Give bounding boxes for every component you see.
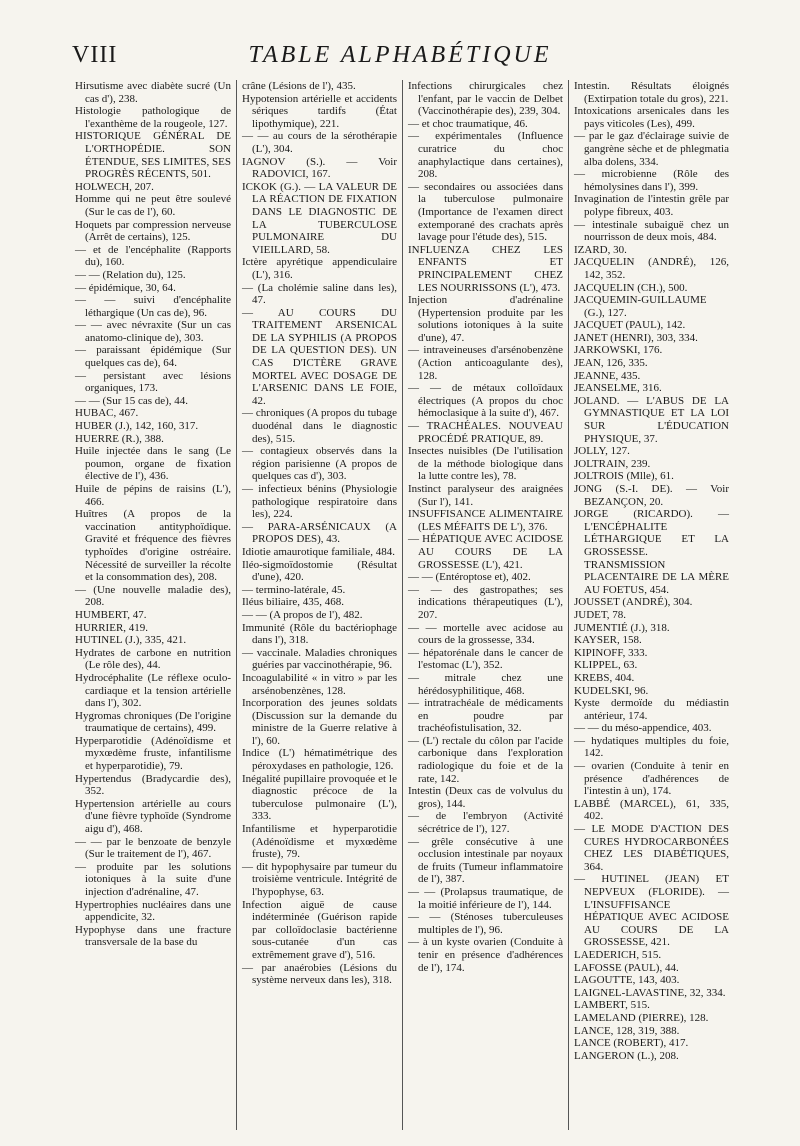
index-entry: LAEDERICH, 515. — [574, 948, 662, 961]
index-entry: Hoquets par compression nerveuse (Arrêt de certains), 125. — [75, 218, 231, 244]
index-entry: — vaccinale. Maladies chroniques guéries par vaccinothérapie, 96. — [242, 646, 397, 672]
index-entry: Intoxications arsenicales dans les pays viticoles (Les), 499. — [574, 105, 729, 130]
index-entry: Incoagulabilité « in vitro » par les arsénobenzènes, 128. — [242, 671, 397, 697]
index-entry: Kyste dermoïde du médiastin antérieur, 174. — [574, 697, 729, 722]
index-entry: INSUFFISANCE ALIMENTAIRE (LES MÉFAITS DE L'), 376. — [408, 508, 563, 533]
index-entry: — — mortelle avec acidose au cours de la grossesse, 334. — [408, 621, 563, 647]
index-entry: LAMBERT, 515. — [574, 999, 650, 1012]
index-entry: — mitrale chez une hérédosyphilitique, 468. — [408, 671, 563, 697]
index-entry: — infectieux bénins (Physiologie pathologique respiratoire dans les), 224. — [242, 483, 397, 521]
index-entry: Hydrocéphalite (Le réflexe oculo-cardiaque et la tension artérielle dans l'), 302. — [75, 671, 231, 710]
index-entry: LAMELAND (PIERRE), 128. — [574, 1011, 709, 1024]
index-entry: — LE MODE D'ACTION DES CURES HYDROCARBONÉES CHEZ LES DIABÉTIQUES, 364. — [574, 823, 729, 873]
index-entry: JACQUELIN (CH.), 500. — [574, 281, 688, 294]
index-entry: Incorporation des jeunes soldats (Discussion sur la demande du ministre de la Guerre relative à l'), 60. — [242, 697, 397, 747]
index-entry: — — du méso-appendice, 403. — [574, 722, 712, 735]
index-column-1 — [70, 80, 236, 1130]
index-entry: — ovarien (Conduite à tenir en présence d'adhérences de l'intestin à un), 174. — [574, 760, 729, 798]
index-columns — [70, 80, 736, 1130]
index-entry: HUERRE (R.), 388. — [75, 432, 164, 445]
index-entry: — — (A propos de l'), 482. — [242, 608, 363, 621]
index-entry: JOLAND. — L'ABUS DE LA GYMNASTIQUE ET LA LOI SUR L'ÉDUCATION PHYSIQUE, 37. — [574, 394, 729, 445]
index-entry: KAYSER, 158. — [574, 634, 642, 647]
index-entry: — épidémique, 30, 64. — [75, 281, 176, 294]
index-entry: JANET (HENRI), 303, 334. — [574, 331, 698, 344]
index-entry: — et choc traumatique, 46. — [408, 117, 528, 130]
index-entry: — expérimentales (Influence curatrice du choc anaphylactique dans certaines), 208. — [408, 130, 563, 181]
index-entry: Indice (L') hématimétrique des péroxydases en pathologie, 126. — [242, 747, 397, 773]
index-entry: Intestin. Résultats éloignés (Extirpation totale du gros), 221. — [574, 80, 729, 105]
index-entry: JEANNE, 435. — [574, 369, 641, 382]
index-entry: HOLWECH, 207. — [75, 180, 154, 193]
index-entry: — par le gaz d'éclairage suivie de gangrène sèche et de phlegmatia alba dolens, 334. — [574, 130, 729, 168]
index-entry: — intraveineuses d'arsénobenzène (Action anticoagulante des), 128. — [408, 344, 563, 382]
index-entry: Infantilisme et hyperparotidie (Adénoïdisme et myxœdème fruste), 79. — [242, 823, 397, 861]
index-entry: Huile de pépins de raisins (L'), 466. — [75, 483, 231, 508]
index-entry: — contagieux observés dans la région parisienne (A propos de quelques cas d'), 303. — [242, 445, 397, 483]
index-entry: — à un kyste ovarien (Conduite à tenir en présence d'adhérences de l'), 174. — [408, 936, 563, 974]
index-entry: — microbienne (Rôle des hémolysines dans l'), 399. — [574, 168, 729, 193]
index-entry: IZARD, 30. — [574, 243, 627, 256]
index-column-3 — [402, 80, 568, 1130]
index-entry: Hypophyse dans une fracture transversale de la base du — [75, 923, 231, 949]
index-entry: ICKOK (G.). — LA VALEUR DE LA RÉACTION DE FIXATION DANS LE DIAGNOSTIC DE LA TUBERCULOSE PULMONAIRE DU VIEILLARD, 58. — [242, 180, 397, 256]
index-entry: Immunité (Rôle du bactériophage dans l'), 318. — [242, 621, 397, 647]
index-entry: JACQUELIN (ANDRÉ), 126, 142, 352. — [574, 256, 729, 281]
index-entry: — (Une nouvelle maladie des), 208. — [75, 583, 231, 609]
index-entry: INFLUENZA CHEZ LES ENFANTS ET PRINCIPALEMENT CHEZ LES NOURRISSONS (L'), 473. — [408, 243, 563, 294]
index-entry: Infections chirurgicales chez l'enfant, par le vaccin de Delbet (Vaccinothérapie des), 239, 304. — [408, 80, 563, 118]
index-entry: Homme qui ne peut être soulevé (Sur le cas de l'), 60. — [75, 193, 231, 218]
index-entry: — (La cholémie saline dans les), 47. — [242, 281, 397, 307]
index-entry: — TRACHÉALES. NOUVEAU PROCÉDÉ PRATIQUE, 89. — [408, 420, 563, 445]
index-entry: Hypertendus (Bradycardie des), 352. — [75, 772, 231, 798]
index-entry: — HÉPATIQUE AVEC ACIDOSE AU COURS DE LA GROSSESSE (L'), 421. — [408, 533, 563, 571]
index-entry: JARKOWSKI, 176. — [574, 344, 663, 357]
index-entry: — hépatorénale dans le cancer de l'estomac (L'), 352. — [408, 646, 563, 672]
index-entry: Hydrates de carbone en nutrition (Le rôle des), 44. — [75, 646, 231, 672]
index-entry: — — (Sur 15 cas de), 44. — [75, 394, 189, 407]
index-entry: — HUTINEL (JEAN) ET NEPVEUX (FLORIDE). — L'INSUFFISANCE HÉPATIQUE AVEC ACIDOSE AU COURS DE LA GROSSESSE, 421. — [574, 873, 729, 949]
index-entry: JEANSELME, 316. — [574, 382, 662, 395]
index-column-2 — [236, 80, 402, 1130]
index-entry: LAIGNEL-LAVASTINE, 32, 334. — [574, 986, 726, 999]
index-entry: LANCE, 128, 319, 388. — [574, 1024, 680, 1037]
index-entry: KUDELSKI, 96. — [574, 684, 649, 697]
index-entry: — PARA-ARSÉNICAUX (A PROPOS DES), 43. — [242, 520, 397, 546]
index-entry: KIPINOFF, 333. — [574, 646, 648, 659]
index-entry: — dit hypophysaire par tumeur du troisième ventricule. Intégrité de l'hypophyse, 63. — [242, 860, 397, 898]
index-entry: — chroniques (A propos du tubage duodénal dans le diagnostic des), 515. — [242, 407, 397, 445]
index-entry: — produite par les solutions iotoniques à la suite d'une injection d'adrénaline, 47. — [75, 860, 231, 898]
index-entry: Idiotie amaurotique familiale, 484. — [242, 545, 396, 558]
index-entry: IAGNOV (S.). — Voir RADOVICI, 167. — [242, 155, 397, 181]
index-entry: Huîtres (A propos de la vaccination antityphoïdique. Gravité et fréquence des fièvres typhoïdes d'origine ostréaire. Nécessité de surveiller la récolte et la consommation des), 208. — [75, 508, 231, 584]
index-entry: Iléo-sigmoïdostomie (Résultat d'une), 420. — [242, 558, 397, 584]
page-title: TABLE ALPHABÉTIQUE — [248, 42, 552, 68]
index-entry: — — suivi d'encéphalite léthargique (Un cas de), 96. — [75, 294, 231, 319]
index-entry: — grêle consécutive à une occlusion intestinale par noyaux de fruits (Tumeur inflammatoire de l'), 387. — [408, 835, 563, 886]
index-entry: Infection aiguë de cause indéterminée (Guérison rapide par colloïdoclasie bactérienne sous-cutanée d'un cas extrêmement grave d'), 516. — [242, 898, 397, 961]
index-entry: HUTINEL (J.), 335, 421. — [75, 634, 187, 647]
index-entry: — — (Sténoses tuberculeuses multiples de l'), 96. — [408, 911, 563, 936]
index-entry: — — (Prolapsus traumatique, de la moitié inférieure de l'), 144. — [408, 886, 563, 911]
index-entry: — — par le benzoate de benzyle (Sur le traitement de l'), 467. — [75, 835, 231, 861]
index-entry: — termino-latérale, 45. — [242, 583, 346, 596]
index-entry: — et de l'encéphalite (Rapports du), 160. — [75, 243, 231, 269]
index-entry: HUBAC, 467. — [75, 407, 139, 420]
index-entry: — de l'embryon (Activité sécrétrice de l'), 127. — [408, 810, 563, 836]
index-entry: JEAN, 126, 335. — [574, 357, 648, 370]
index-entry: — persistant avec lésions organiques, 173. — [75, 369, 231, 395]
index-entry: LANGERON (L.), 208. — [574, 1049, 679, 1062]
index-entry: Insectes nuisibles (De l'utilisation de la méthode biologique dans la lutte contre les), 78. — [408, 445, 563, 483]
index-entry: Hypertrophies nucléaires dans une appendicite, 32. — [75, 898, 231, 924]
index-entry: — paraissant épidémique (Sur quelques cas de), 64. — [75, 344, 231, 370]
index-entry: HUBER (J.), 142, 160, 317. — [75, 420, 199, 433]
index-entry: — — au cours de la sérothérapie (L'), 304. — [242, 130, 397, 155]
index-entry: Inégalité pupillaire provoquée et le diagnostic précoce de la tuberculose pulmonaire (L'), 333. — [242, 772, 397, 823]
index-column-4 — [568, 80, 734, 1130]
index-entry: — — avec névraxite (Sur un cas anatomo-clinique de), 303. — [75, 319, 231, 344]
index-entry: JONG (S.-I. DE). — Voir BEZANÇON, 20. — [574, 483, 729, 508]
index-entry: Ictère apyrétique appendiculaire (L'), 316. — [242, 256, 397, 281]
index-entry: crâne (Lésions de l'), 435. — [242, 80, 356, 92]
page-number: VIII — [72, 42, 118, 68]
index-entry: JOLTRAIN, 239. — [574, 457, 651, 470]
index-entry: Invagination de l'intestin grêle par polype fibreux, 403. — [574, 193, 729, 218]
page-header — [72, 40, 728, 70]
index-entry: JOLTROIS (Mlle), 61. — [574, 470, 674, 483]
index-entry: Intestin (Deux cas de volvulus du gros), 144. — [408, 785, 563, 810]
index-entry: Histologie pathologique de l'exanthème de la rougeole, 127. — [75, 105, 231, 130]
index-entry: — — des gastropathes; ses indications thérapeutiques (L'), 207. — [408, 583, 563, 621]
index-entry: LAGOUTTE, 143, 403. — [574, 974, 680, 987]
index-entry: — — de métaux colloïdaux électriques (A propos du choc hémoclasique à la suite d'), 467. — [408, 382, 563, 420]
index-entry: Hygromas chroniques (De l'origine traumatique de certains), 499. — [75, 709, 231, 735]
index-entry: — — (Relation du), 125. — [75, 268, 186, 281]
index-entry: Instinct paralyseur des araignées (Sur l'), 141. — [408, 483, 563, 508]
index-entry: — (L') rectale du côlon par l'acide carbonique dans l'exploration radiologique du foie et de la rate, 142. — [408, 734, 563, 785]
index-entry: KLIPPEL, 63. — [574, 659, 638, 672]
index-entry: Iléus biliaire, 435, 468. — [242, 596, 345, 609]
index-entry: JUDET, 78. — [574, 608, 627, 621]
index-entry: JOLLY, 127. — [574, 445, 630, 458]
index-entry: JUMENTIÉ (J.), 318. — [574, 621, 670, 634]
index-entry: — hydatiques multiples du foie, 142. — [574, 734, 729, 760]
index-entry: KREBS, 404. — [574, 671, 635, 684]
index-entry: JORGE (RICARDO). — L'ENCÉPHALITE LÉTHARGIQUE ET LA GROSSESSE. TRANSMISSION PLACENTAIRE DE LA MÈRE AU FOETUS, 454. — [574, 508, 729, 596]
index-entry: HUMBERT, 47. — [75, 608, 147, 621]
index-entry: Hypotension artérielle et accidents sériques tardifs (État lipothymique), 221. — [242, 92, 397, 130]
index-entry: HISTORIQUE GÉNÉRAL DE L'ORTHOPÉDIE. SON ÉTENDUE, SES LIMITES, SES PROGRÈS RÉCENTS, 501. — [75, 130, 231, 181]
index-entry: Hyperparotidie (Adénoïdisme et myxœdème fruste, infantilisme et hyperparotidie), 79. — [75, 734, 231, 773]
index-entry: LABBÉ (MARCEL), 61, 335, 402. — [574, 797, 729, 823]
index-entry: LAFOSSE (PAUL), 44. — [574, 961, 679, 974]
index-entry: — par anaérobies (Lésions du système nerveux dans les), 318. — [242, 961, 397, 987]
index-entry: JACQUEMIN-GUILLAUME (G.), 127. — [574, 294, 707, 319]
index-entry: — — (Entéroptose et), 402. — [408, 571, 531, 584]
index-entry: HURRIER, 419. — [75, 621, 149, 634]
index-entry: Injection d'adrénaline (Hypertension produite par les solutions iotoniques à la suite d'une), 47. — [408, 294, 563, 344]
index-entry: — AU COURS DU TRAITEMENT ARSENICAL DE LA SYPHILIS (A PROPOS DE LA QUESTION DES). UN CAS D'ICTÈRE GRAVE MORTEL AVEC DOSAGE DE L'ARSENIC DANS LE FOIE, 42. — [242, 306, 397, 407]
index-entry: Huile injectée dans le sang (Le poumon, organe de fixation élective de l'), 436. — [75, 445, 231, 483]
index-entry: — intratrachéale de médicaments en poudre par trachéofistulisation, 32. — [408, 697, 563, 735]
index-entry: — secondaires ou associées dans la tuberculose pulmonaire (Importance de l'examen direct extemporané des crachats après lavage pour l'étude des), 515. — [408, 180, 563, 244]
index-entry: JOUSSET (ANDRÉ), 304. — [574, 596, 693, 609]
index-entry: Hypertension artérielle au cours d'une fièvre typhoïde (Syndrome aigu d'), 468. — [75, 797, 231, 836]
index-entry: LANCE (ROBERT), 417. — [574, 1037, 689, 1050]
index-entry: Hirsutisme avec diabète sucré (Un cas d'), 238. — [75, 80, 231, 105]
index-entry: JACQUET (PAUL), 142. — [574, 319, 686, 332]
index-entry: — intestinale subaiguë chez un nourrisson de deux mois, 484. — [574, 218, 729, 244]
